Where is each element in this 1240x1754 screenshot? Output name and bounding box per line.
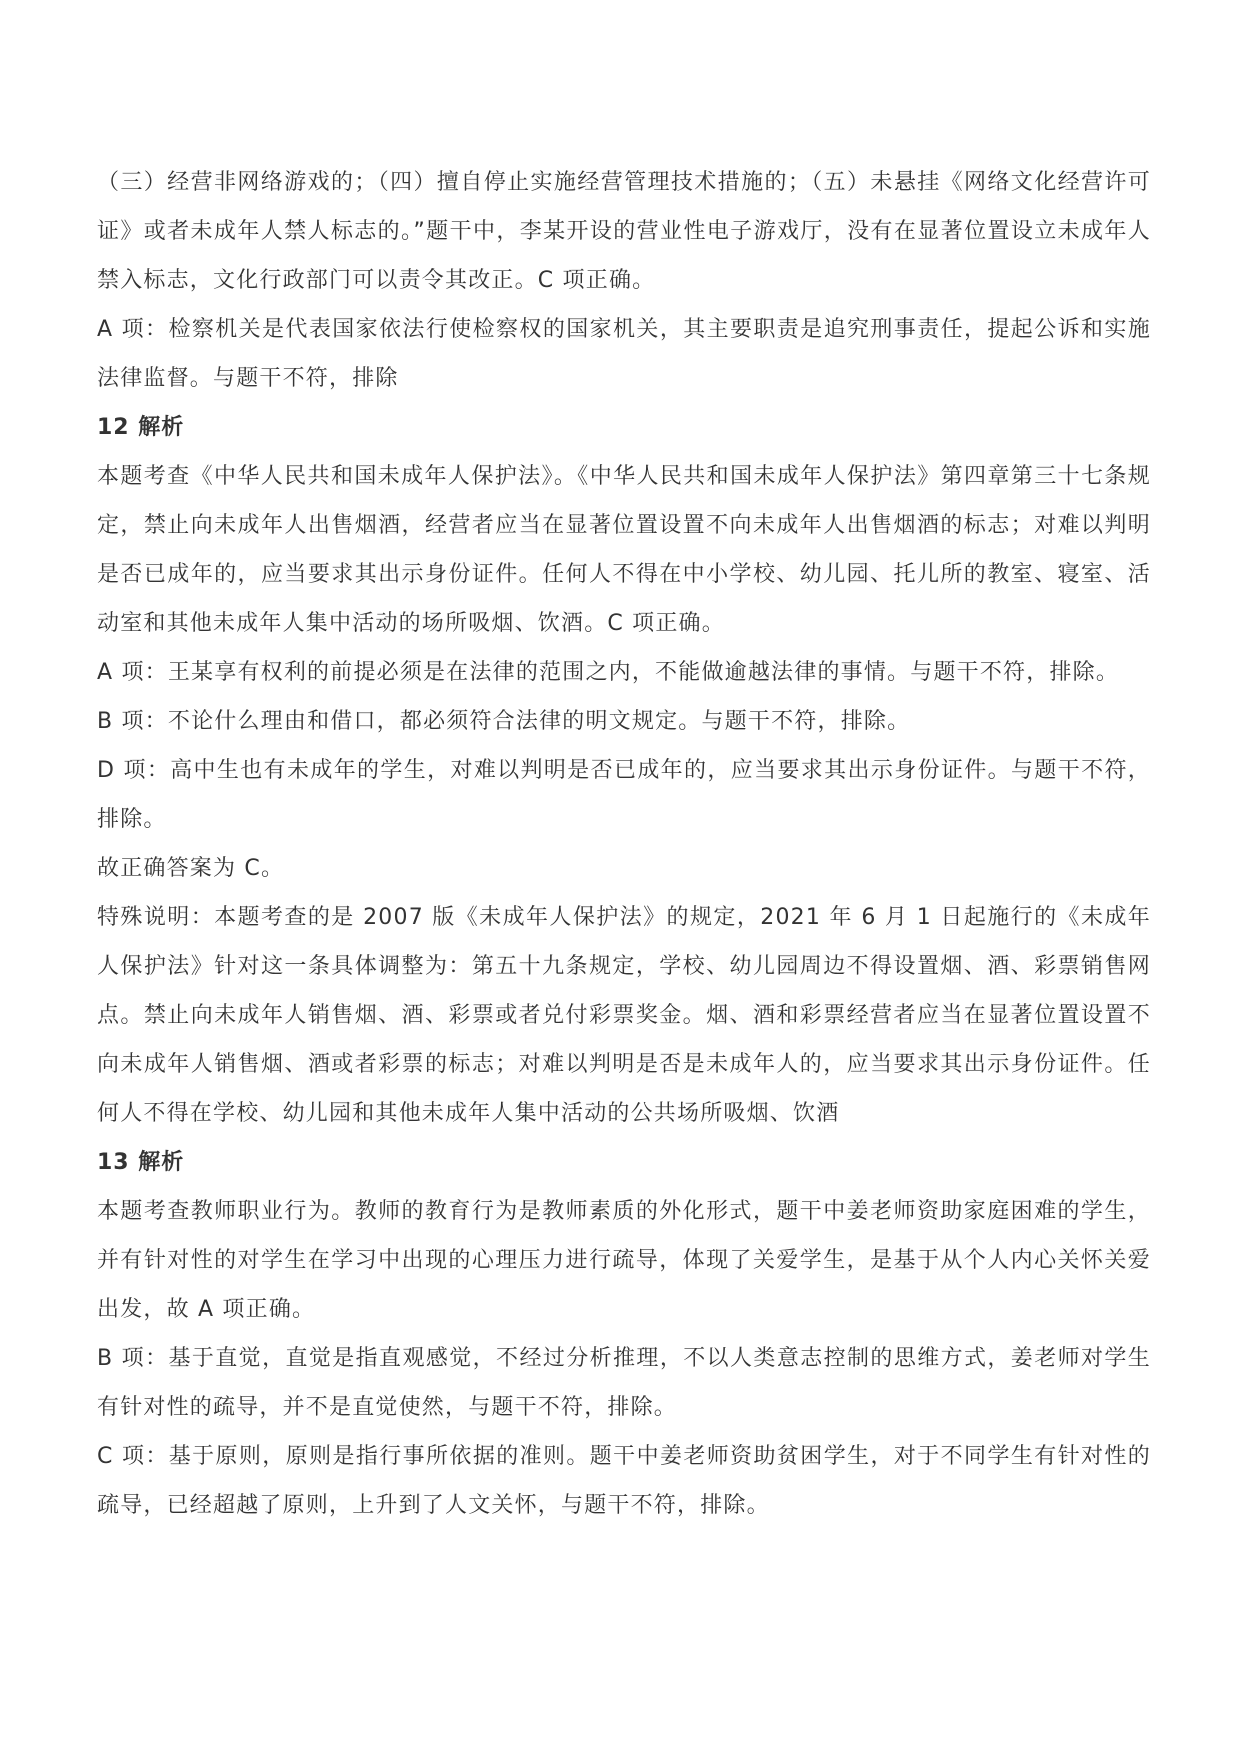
paragraph: A 项：王某享有权利的前提必须是在法律的范围之内，不能做逾越法律的事情。与题干不符，排除。	[97, 660, 1120, 685]
paragraph: B 项：基于直觉，直觉是指直观感觉，不经过分析推理，不以人类意志控制的思维方式，姜老师对学生有针对性的疏导，并不是直觉使然，与题干不符，排除。	[97, 1346, 1151, 1420]
paragraph: C 项：基于原则，原则是指行事所依据的准则。题干中姜老师资助贫困学生，对于不同学生有针对性的疏导，已经超越了原则，上升到了人文关怀，与题干不符，排除。	[97, 1444, 1151, 1518]
paragraph: 特殊说明：本题考查的是 2007 版《未成年人保护法》的规定，2021 年 6 月 1 日起施行的《未成年人保护法》针对这一条具体调整为：第五十九条规定，学校、幼儿园周边不得设置烟、酒、彩票销售网点。禁止向未成年人销售烟、酒、彩票或者兑付彩票奖金。烟、酒和彩票经营者应当在显著位置设置不向未成年人销售烟、酒或者彩票的标志；对难以判明是否是未成年人的，应当要求其出示身份证件。任何人不得在学校、幼儿园和其他未成年人集中活动的公共场所吸烟、饮酒	[97, 905, 1151, 1126]
section-heading: 13 解析	[97, 1150, 185, 1175]
section-heading: 12 解析	[97, 415, 185, 440]
paragraph: D 项：高中生也有未成年的学生，对难以判明是否已成年的，应当要求其出示身份证件。与题干不符，排除。	[97, 758, 1151, 832]
document-body	[97, 158, 1151, 1530]
paragraph: 故正确答案为 C。	[97, 856, 285, 881]
paragraph: B 项：不论什么理由和借口，都必须符合法律的明文规定。与题干不符，排除。	[97, 709, 911, 734]
paragraph: 本题考查教师职业行为。教师的教育行为是教师素质的外化形式，题干中姜老师资助家庭困难的学生，并有针对性的对学生在学习中出现的心理压力进行疏导，体现了关爱学生，是基于从个人内心关怀关爱出发，故 A 项正确。	[97, 1199, 1151, 1322]
paragraph: 本题考查《中华人民共和国未成年人保护法》。《中华人民共和国未成年人保护法》第四章第三十七条规定，禁止向未成年人出售烟酒，经营者应当在显著位置设置不向未成年人出售烟酒的标志；对难以判明是否已成年的，应当要求其出示身份证件。任何人不得在中小学校、幼儿园、托儿所的教室、寝室、活动室和其他未成年人集中活动的场所吸烟、饮酒。C 项正确。	[97, 464, 1151, 636]
paragraph: （三）经营非网络游戏的；（四）擅自停止实施经营管理技术措施的；（五）未悬挂《网络文化经营许可证》或者未成年人禁人标志的。”题干中，李某开设的营业性电子游戏厅，没有在显著位置设立未成年人禁入标志，文化行政部门可以责令其改正。C 项正确。	[97, 170, 1151, 293]
paragraph: A 项：检察机关是代表国家依法行使检察权的国家机关，其主要职责是追究刑事责任，提起公诉和实施法律监督。与题干不符，排除	[97, 317, 1151, 391]
